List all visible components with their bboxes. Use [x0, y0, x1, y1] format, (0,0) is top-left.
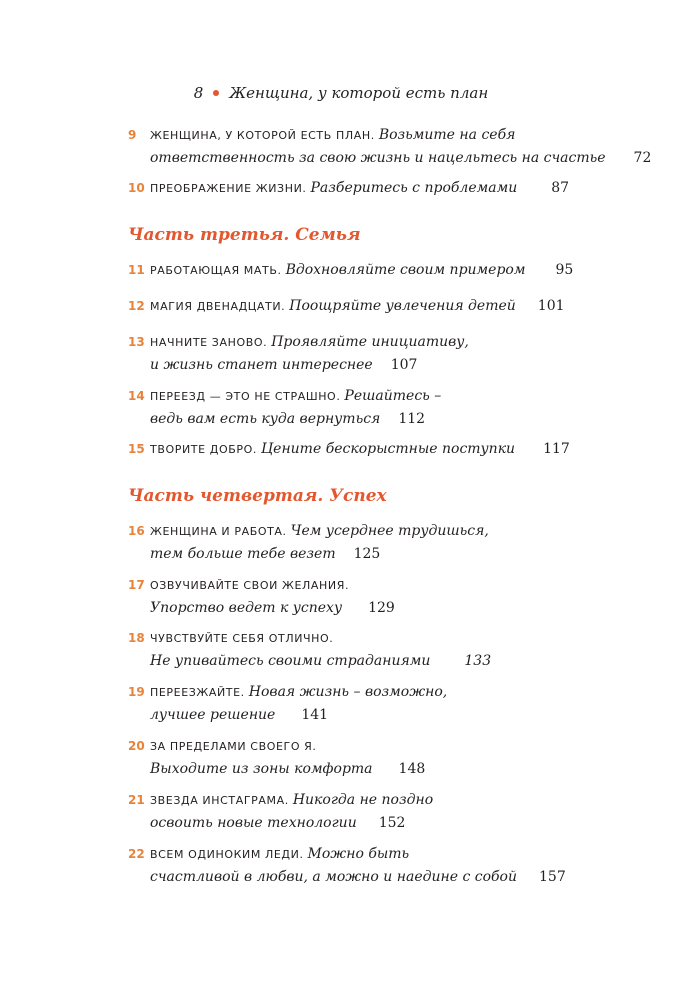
- entry-number: 20: [128, 739, 145, 753]
- entry-subtitle: Поощряйте увлечения детей: [289, 298, 516, 314]
- entry-number: 14: [128, 389, 145, 403]
- toc-entry[interactable]: [128, 385, 608, 430]
- entry-subtitle-cont: освоить новые технологии: [150, 815, 357, 831]
- entry-page: 101: [537, 298, 565, 314]
- toc-entry[interactable]: [128, 735, 608, 780]
- header-page-number: 8: [193, 84, 204, 102]
- entry-subtitle: Можно быть: [307, 846, 410, 862]
- entry-number: 11: [128, 263, 145, 277]
- entry-subtitle: Новая жизнь – возможно,: [248, 684, 448, 700]
- entry-page: 129: [368, 600, 395, 616]
- part-four-heading: Часть четвертая. Успех: [128, 486, 387, 506]
- entry-title: ОЗВУЧИВАЙТЕ СВОИ ЖЕЛАНИЯ.: [150, 579, 350, 592]
- toc-entry[interactable]: [128, 259, 608, 282]
- entry-title: МАГИЯ ДВЕНАДЦАТИ.: [150, 300, 286, 313]
- entry-subtitle: Решайтесь –: [344, 388, 442, 404]
- entry-title: РАБОТАЮЩАЯ МАТЬ.: [150, 264, 282, 277]
- entry-number: 22: [128, 847, 145, 861]
- entry-page: 87: [551, 180, 570, 196]
- entry-page: 141: [301, 707, 329, 723]
- entry-title: ЖЕНЩИНА И РАБОТА.: [150, 525, 287, 538]
- entry-subtitle-cont: ответственность за свою жизнь и нацельтесь на счастье: [150, 150, 606, 166]
- entry-page: 112: [398, 411, 426, 427]
- entry-number: 16: [128, 524, 145, 538]
- toc-entry[interactable]: [128, 177, 608, 200]
- toc-entry[interactable]: [128, 520, 608, 565]
- entry-page: 125: [353, 546, 381, 562]
- toc-entry[interactable]: [128, 331, 608, 376]
- entry-number: 17: [128, 578, 145, 592]
- entry-page: 107: [390, 357, 418, 373]
- toc-entry[interactable]: [128, 124, 652, 169]
- entry-number: 18: [128, 631, 145, 645]
- toc-entry[interactable]: [128, 843, 608, 888]
- entry-subtitle: Никогда не поздно: [292, 792, 434, 808]
- entry-title: ЗВЕЗДА ИНСТАГРАМА.: [150, 794, 289, 807]
- entry-subtitle: Цените бескорыстные поступки: [260, 441, 516, 457]
- part-three-heading: Часть третья. Семья: [128, 225, 361, 245]
- entry-subtitle-cont: Упорство ведет к успеху: [150, 600, 343, 616]
- bullet-dot-icon: [213, 90, 219, 96]
- entry-title: ВСЕМ ОДИНОКИМ ЛЕДИ.: [150, 848, 304, 861]
- entry-page: 95: [555, 262, 574, 278]
- entry-number: 10: [128, 181, 145, 195]
- toc-entry[interactable]: [128, 789, 608, 834]
- entry-page: 157: [539, 869, 566, 885]
- entry-subtitle: Чем усерднее трудишься,: [290, 523, 489, 539]
- entry-title: ПЕРЕЕЗЖАЙТЕ.: [150, 686, 245, 699]
- header-title: Женщина, у которой есть план: [229, 84, 489, 102]
- entry-number: 21: [128, 793, 145, 807]
- running-header: [0, 84, 682, 102]
- entry-page: 152: [378, 815, 406, 831]
- entry-title: ТВОРИТЕ ДОБРО.: [150, 443, 257, 456]
- entry-subtitle-cont: Выходите из зоны комфорта: [150, 761, 373, 777]
- toc-entry[interactable]: [128, 681, 608, 726]
- toc-entry[interactable]: [128, 295, 608, 318]
- entry-number: 19: [128, 685, 145, 699]
- entry-page: 117: [543, 441, 570, 457]
- entry-subtitle-cont: и жизнь станет интереснее: [150, 357, 373, 373]
- entry-title: ПЕРЕЕЗД — ЭТО НЕ СТРАШНО.: [150, 390, 341, 403]
- entry-title: ЗА ПРЕДЕЛАМИ СВОЕГО Я.: [150, 740, 317, 753]
- entry-subtitle: Вдохновляйте своим примером: [285, 262, 526, 278]
- entry-subtitle-cont: Не упивайтесь своими страданиями: [150, 653, 431, 669]
- toc-entry[interactable]: [128, 438, 608, 461]
- entry-number: 12: [128, 299, 145, 313]
- entry-number: 9: [128, 128, 137, 142]
- entry-title: ЧУВСТВУЙТЕ СЕБЯ ОТЛИЧНО.: [150, 632, 334, 645]
- entry-subtitle: Возьмите на себя: [378, 127, 516, 143]
- entry-subtitle: Разберитесь с проблемами: [310, 180, 518, 196]
- entry-subtitle: Проявляйте инициативу,: [271, 334, 469, 350]
- toc-entry[interactable]: [128, 627, 608, 672]
- toc-entry[interactable]: [128, 574, 608, 619]
- entry-subtitle-cont: ведь вам есть куда вернуться: [150, 411, 381, 427]
- entry-page: 72: [633, 150, 652, 166]
- entry-page: 148: [398, 761, 426, 777]
- entry-title: ЖЕНЩИНА, У КОТОРОЙ ЕСТЬ ПЛАН.: [150, 129, 375, 142]
- entry-subtitle-cont: тем больше тебе везет: [150, 546, 336, 562]
- entry-number: 15: [128, 442, 145, 456]
- entry-title: ПРЕОБРАЖЕНИЕ ЖИЗНИ.: [150, 182, 307, 195]
- entry-page: 133: [464, 653, 492, 669]
- entry-title: НАЧНИТЕ ЗАНОВО.: [150, 336, 268, 349]
- entry-number: 13: [128, 335, 145, 349]
- entry-subtitle-cont: лучшее решение: [150, 707, 276, 723]
- entry-subtitle-cont: счастливой в любви, а можно и наедине с собой: [150, 869, 518, 885]
